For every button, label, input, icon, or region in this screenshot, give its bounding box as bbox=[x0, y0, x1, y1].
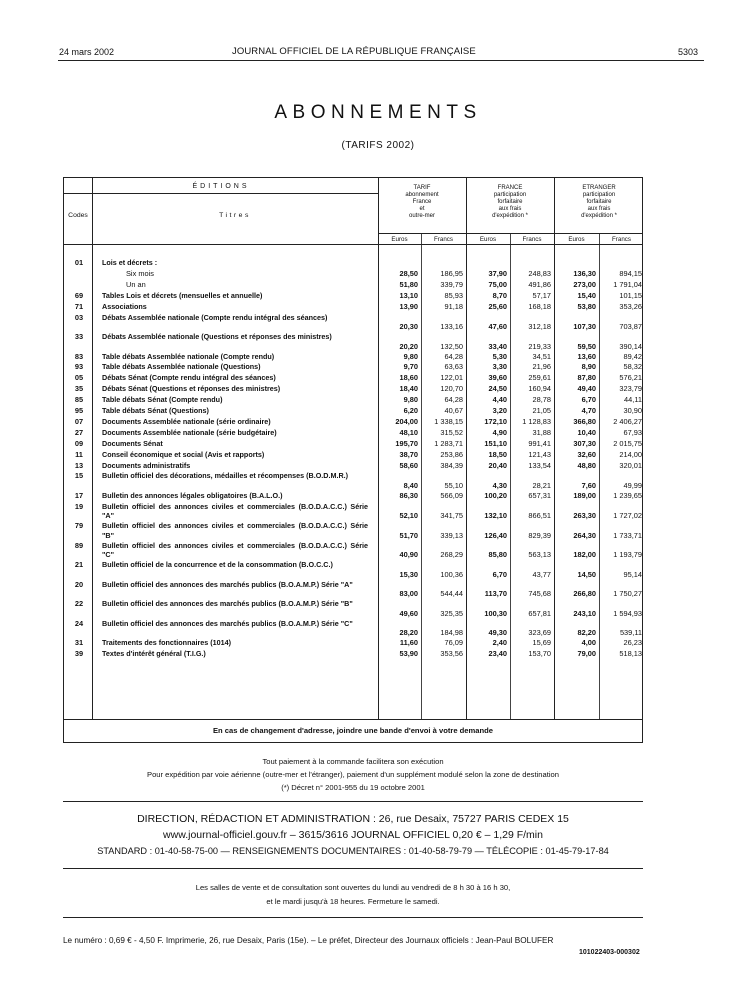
row-title: Six mois bbox=[126, 268, 154, 278]
unit-francs-etranger: Francs bbox=[612, 236, 631, 243]
row-value: 49,99 bbox=[623, 480, 642, 490]
row-value: 33,40 bbox=[488, 341, 507, 351]
row-value: 8,70 bbox=[492, 290, 507, 300]
table-row bbox=[64, 406, 642, 417]
row-value: 266,80 bbox=[573, 589, 596, 599]
page-date: 24 mars 2002 bbox=[59, 47, 115, 57]
row-value: 195,70 bbox=[395, 438, 418, 448]
row-value: 100,36 bbox=[440, 569, 463, 579]
unit-francs-tarif: Francs bbox=[434, 236, 453, 243]
row-code: 89 bbox=[74, 540, 84, 550]
row-value: 15,40 bbox=[577, 290, 596, 300]
row-value: 18,40 bbox=[399, 384, 418, 394]
row-value: 44,11 bbox=[624, 395, 642, 405]
row-value: 866,51 bbox=[528, 511, 551, 521]
row-title: Bulletin officiel des annonces civiles et commerciales (B.O.D.A.C.C.) Série "A" bbox=[102, 501, 368, 521]
row-value: 82,20 bbox=[577, 628, 596, 638]
row-code: 21 bbox=[74, 560, 84, 570]
page-title: ABONNEMENTS bbox=[274, 102, 482, 123]
row-value: 186,95 bbox=[440, 268, 463, 278]
table-row bbox=[64, 417, 642, 428]
row-value: 49,60 bbox=[399, 608, 418, 618]
row-value: 320,01 bbox=[619, 460, 642, 470]
row-code: 95 bbox=[74, 406, 84, 415]
row-value: 7,60 bbox=[581, 480, 596, 490]
row-value: 4,30 bbox=[492, 480, 507, 490]
row-value: 1 338,15 bbox=[434, 416, 463, 426]
row-value: 87,80 bbox=[577, 373, 596, 383]
row-title: Documents administratifs bbox=[102, 460, 191, 470]
footer-code: 101022403-000302 bbox=[579, 949, 640, 956]
row-value: 323,69 bbox=[528, 628, 551, 638]
row-value: 40,67 bbox=[444, 406, 463, 415]
row-value: 57,17 bbox=[532, 290, 551, 300]
row-value: 353,56 bbox=[440, 649, 463, 659]
row-title: Table débats Assemblée nationale (Questions) bbox=[102, 362, 261, 372]
row-title: Tables Lois et décrets (mensuelles et annuelle) bbox=[102, 290, 263, 300]
row-value: 133,54 bbox=[528, 460, 551, 470]
row-value: 263,30 bbox=[573, 511, 596, 521]
row-value: 5,30 bbox=[492, 351, 507, 361]
row-value: 58,60 bbox=[399, 460, 418, 470]
row-value: 2,40 bbox=[492, 638, 507, 648]
codes-header: Codes bbox=[68, 212, 88, 219]
row-code: 27 bbox=[74, 427, 84, 437]
row-value: 136,30 bbox=[573, 268, 596, 278]
row-value: 64,28 bbox=[444, 395, 463, 405]
row-value: 153,70 bbox=[528, 649, 551, 659]
row-value: 248,83 bbox=[528, 268, 551, 278]
row-value: 1 594,93 bbox=[613, 608, 642, 618]
row-value: 703,87 bbox=[619, 322, 642, 332]
row-code: 11 bbox=[75, 449, 83, 459]
row-value: 182,00 bbox=[573, 550, 596, 560]
row-value: 64,28 bbox=[444, 351, 463, 361]
row-value: 563,13 bbox=[528, 550, 551, 560]
row-value: 518,13 bbox=[619, 649, 642, 659]
row-value: 101,15 bbox=[619, 290, 642, 300]
row-value: 121,43 bbox=[528, 449, 551, 459]
row-value: 339,79 bbox=[440, 279, 463, 289]
row-title: Bulletin officiel des décorations, médailles et récompenses (B.O.D.M.R.) bbox=[102, 471, 349, 481]
row-value: 28,78 bbox=[532, 395, 551, 405]
row-value: 79,00 bbox=[577, 649, 596, 659]
table-row bbox=[64, 649, 642, 660]
row-value: 13,10 bbox=[399, 290, 418, 300]
unit-euros-etranger: Euros bbox=[568, 236, 585, 243]
journal-title: JOURNAL OFFICIEL DE LA RÉPUBLIQUE FRANÇAISE bbox=[232, 46, 476, 57]
row-code: 09 bbox=[74, 438, 84, 448]
row-value: 991,41 bbox=[528, 438, 551, 448]
table-row bbox=[64, 395, 642, 406]
table-row bbox=[64, 439, 642, 450]
table-row bbox=[64, 599, 642, 619]
row-value: 49,40 bbox=[577, 384, 596, 394]
table-row bbox=[64, 373, 642, 384]
row-value: 189,00 bbox=[573, 490, 596, 500]
row-code: 69 bbox=[74, 290, 84, 300]
header-rule bbox=[58, 60, 704, 61]
units-top-rule bbox=[378, 233, 642, 234]
row-value: 28,50 bbox=[399, 268, 418, 278]
row-value: 100,30 bbox=[484, 608, 507, 618]
row-value: 6,20 bbox=[403, 406, 418, 415]
row-value: 544,44 bbox=[440, 589, 463, 599]
table-row bbox=[64, 491, 642, 502]
row-value: 745,68 bbox=[528, 589, 551, 599]
table-row bbox=[64, 258, 642, 269]
table-row bbox=[64, 619, 642, 639]
row-value: 243,10 bbox=[573, 608, 596, 618]
table-row bbox=[64, 541, 642, 561]
row-value: 76,09 bbox=[444, 638, 463, 648]
decree-note: (*) Décret n° 2001-955 du 19 octobre 2001 bbox=[281, 783, 425, 792]
row-value: 63,63 bbox=[444, 362, 463, 372]
row-value: 6,70 bbox=[492, 569, 507, 579]
table-row bbox=[64, 291, 642, 302]
row-value: 53,80 bbox=[577, 301, 596, 311]
row-value: 4,90 bbox=[492, 427, 507, 437]
tariff-table bbox=[63, 177, 643, 720]
row-value: 51,70 bbox=[399, 530, 418, 540]
row-value: 132,10 bbox=[484, 511, 507, 521]
row-value: 894,15 bbox=[619, 268, 642, 278]
row-code: 05 bbox=[74, 373, 84, 383]
row-value: 48,10 bbox=[399, 427, 418, 437]
row-value: 47,60 bbox=[488, 322, 507, 332]
row-value: 28,20 bbox=[399, 628, 418, 638]
row-value: 341,75 bbox=[440, 511, 463, 521]
row-value: 1 733,71 bbox=[613, 530, 642, 540]
row-value: 95,14 bbox=[623, 569, 642, 579]
row-value: 126,40 bbox=[484, 530, 507, 540]
table-row bbox=[64, 461, 642, 472]
row-code: 17 bbox=[74, 490, 84, 500]
row-title: Documents Assemblée nationale (série budgétaire) bbox=[102, 427, 277, 437]
row-code: 15 bbox=[74, 471, 84, 481]
website-line: www.journal-officiel.gouv.fr – 3615/3616 JOURNAL OFFICIEL 0,20 € – 1,29 F/min bbox=[163, 829, 543, 841]
row-title: Bulletin officiel des annonces des marchés publics (B.O.A.M.P.) Série "B" bbox=[102, 599, 353, 609]
address-note: En cas de changement d'adresse, joindre une bande d'envoi à votre demande bbox=[212, 726, 494, 735]
row-value: 58,32 bbox=[623, 362, 642, 372]
row-title: Bulletin officiel des annonces civiles et commerciales (B.O.D.A.C.C.) Série "B" bbox=[102, 521, 368, 540]
row-code: 01 bbox=[74, 258, 84, 267]
row-value: 204,00 bbox=[395, 416, 418, 426]
salles-hours-1: Les salles de vente et de consultation sont ouvertes du lundi au vendredi de 8 h 30 à 16 h 30, bbox=[195, 883, 511, 892]
row-value: 268,29 bbox=[440, 550, 463, 560]
row-title: Table débats Sénat (Compte rendu) bbox=[102, 395, 223, 405]
row-value: 32,60 bbox=[577, 449, 596, 459]
row-value: 1 128,83 bbox=[522, 416, 551, 426]
phone-line: STANDARD : 01-40-58-75-00 — RENSEIGNEMENTS DOCUMENTAIRES : 01-40-58-79-79 — TÉLÉCOPIE : 01-45-79-17-84 bbox=[97, 846, 609, 856]
row-value: 59,50 bbox=[577, 341, 596, 351]
row-value: 89,42 bbox=[623, 351, 642, 361]
etranger-header: ETRANGER participation forfaitaire aux frais d'expédition * bbox=[581, 185, 617, 219]
row-value: 566,09 bbox=[440, 490, 463, 500]
table-row bbox=[64, 352, 642, 363]
row-value: 4,40 bbox=[492, 395, 507, 405]
salles-hours-2: et le mardi jusqu'à 18 heures. Fermeture le samedi. bbox=[266, 897, 440, 906]
row-title: Conseil économique et social (Avis et rapports) bbox=[102, 449, 265, 459]
row-title: Lois et décrets : bbox=[102, 258, 158, 267]
table-row bbox=[64, 269, 642, 280]
row-value: 1 791,04 bbox=[613, 279, 642, 289]
footer-imprint: Le numéro : 0,69 € - 4,50 F. Imprimerie, 26, rue Desaix, Paris (15e). – Le préfet, Directeur des Journaux officiels : Jean-Paul BOLUFER bbox=[63, 936, 554, 945]
row-value: 3,20 bbox=[492, 406, 507, 415]
row-value: 657,81 bbox=[528, 608, 551, 618]
row-value: 86,30 bbox=[399, 490, 418, 500]
row-title: Bulletin officiel de la concurrence et de la consommation (B.O.C.C.) bbox=[102, 560, 333, 570]
row-title: Bulletin des annonces légales obligatoires (B.A.L.O.) bbox=[102, 490, 283, 500]
unit-euros-france: Euros bbox=[479, 236, 497, 243]
row-value: 6,70 bbox=[581, 395, 596, 405]
row-value: 28,21 bbox=[532, 480, 551, 490]
unit-euros-tarif: Euros bbox=[391, 236, 408, 243]
row-value: 1 283,71 bbox=[434, 438, 463, 448]
row-code: 39 bbox=[74, 649, 84, 659]
row-value: 366,80 bbox=[573, 416, 596, 426]
row-value: 384,39 bbox=[440, 460, 463, 470]
row-code: 33 bbox=[74, 332, 84, 341]
row-value: 20,40 bbox=[488, 460, 507, 470]
direction-address: DIRECTION, RÉDACTION ET ADMINISTRATION : 26, rue Desaix, 75727 PARIS CEDEX 15 bbox=[137, 813, 569, 825]
row-value: 20,20 bbox=[399, 341, 418, 351]
row-value: 353,26 bbox=[619, 301, 642, 311]
table-row bbox=[64, 302, 642, 313]
row-value: 14,50 bbox=[577, 569, 596, 579]
row-code: 31 bbox=[74, 638, 84, 648]
tarif-header: TARIF abonnement France et outre-mer bbox=[405, 185, 439, 219]
row-code: 24 bbox=[74, 618, 84, 628]
row-value: 51,80 bbox=[399, 279, 418, 289]
row-value: 107,30 bbox=[573, 322, 596, 332]
row-title: Table débats Sénat (Questions) bbox=[102, 406, 209, 415]
row-value: 18,60 bbox=[399, 373, 418, 383]
row-value: 75,00 bbox=[488, 279, 507, 289]
row-code: 20 bbox=[74, 579, 84, 589]
row-title: Un an bbox=[126, 279, 146, 289]
row-code: 79 bbox=[74, 521, 84, 531]
row-title: Bulletin officiel des annonces des marchés publics (B.O.A.M.P.) Série "C" bbox=[102, 618, 353, 628]
row-value: 312,18 bbox=[528, 322, 551, 332]
row-value: 2 406,27 bbox=[613, 416, 642, 426]
row-value: 67,93 bbox=[623, 427, 642, 437]
row-code: 13 bbox=[74, 460, 84, 470]
row-value: 8,90 bbox=[581, 362, 596, 372]
row-title: Débats Assemblée nationale (Compte rendu intégral des séances) bbox=[102, 312, 328, 322]
row-value: 20,30 bbox=[399, 322, 418, 332]
row-title: Associations bbox=[102, 301, 147, 311]
unit-francs-france: Francs bbox=[522, 236, 542, 243]
row-value: 55,10 bbox=[444, 480, 463, 490]
row-value: 539,11 bbox=[619, 628, 642, 638]
table-row bbox=[64, 362, 642, 373]
row-value: 160,94 bbox=[528, 384, 551, 394]
row-value: 31,88 bbox=[532, 427, 551, 437]
shipping-note: Pour expédition par voie aérienne (outre-mer et l'étranger), paiement d'un supplément modulé selon la zone de destination bbox=[147, 770, 559, 779]
row-title: Débats Sénat (Questions et réponses des ministres) bbox=[102, 384, 281, 394]
row-value: 85,80 bbox=[488, 550, 507, 560]
row-value: 43,77 bbox=[532, 569, 551, 579]
row-value: 1 750,27 bbox=[613, 589, 642, 599]
row-value: 18,50 bbox=[488, 449, 507, 459]
row-value: 168,18 bbox=[528, 301, 551, 311]
row-value: 21,05 bbox=[532, 406, 551, 415]
editions-rule bbox=[64, 193, 378, 194]
row-value: 253,86 bbox=[440, 449, 463, 459]
row-value: 491,86 bbox=[528, 279, 551, 289]
row-value: 273,00 bbox=[573, 279, 596, 289]
row-code: 35 bbox=[74, 384, 84, 394]
row-code: 85 bbox=[74, 395, 84, 405]
row-code: 07 bbox=[74, 416, 84, 426]
row-value: 657,31 bbox=[528, 490, 551, 500]
row-title: Bulletin officiel des annonces civiles et commerciales (B.O.D.A.C.C.) Série "C" bbox=[102, 540, 368, 560]
row-value: 26,23 bbox=[623, 638, 642, 648]
row-value: 34,51 bbox=[532, 351, 551, 361]
table-row bbox=[64, 332, 642, 352]
page-subtitle: (TARIFS 2002) bbox=[341, 140, 415, 151]
row-value: 184,98 bbox=[440, 628, 463, 638]
row-value: 48,80 bbox=[577, 460, 596, 470]
row-value: 25,60 bbox=[488, 301, 507, 311]
row-title: Débats Sénat (Compte rendu intégral des séances) bbox=[102, 373, 276, 383]
row-value: 21,96 bbox=[532, 362, 551, 372]
row-value: 13,60 bbox=[577, 351, 596, 361]
row-value: 91,18 bbox=[444, 301, 463, 311]
table-row bbox=[64, 502, 642, 522]
row-value: 829,39 bbox=[528, 530, 551, 540]
row-code: 93 bbox=[74, 362, 84, 372]
row-value: 259,61 bbox=[528, 373, 551, 383]
table-row bbox=[64, 384, 642, 395]
rule-3 bbox=[63, 917, 643, 918]
row-value: 4,00 bbox=[581, 638, 596, 648]
row-value: 37,90 bbox=[488, 268, 507, 278]
row-title: Table débats Assemblée nationale (Compte rendu) bbox=[102, 351, 275, 361]
row-value: 132,50 bbox=[440, 341, 463, 351]
row-value: 133,16 bbox=[440, 322, 463, 332]
row-value: 2 015,75 bbox=[613, 438, 642, 448]
titres-header: Titres bbox=[219, 212, 251, 219]
row-value: 9,70 bbox=[403, 362, 418, 372]
row-title: Documents Sénat bbox=[102, 438, 163, 448]
row-value: 219,33 bbox=[528, 341, 551, 351]
row-code: 22 bbox=[74, 599, 84, 609]
table-row bbox=[64, 280, 642, 291]
row-value: 24,50 bbox=[488, 384, 507, 394]
row-value: 122,01 bbox=[440, 373, 463, 383]
row-title: Débats Assemblée nationale (Questions et réponses des ministres) bbox=[102, 332, 332, 341]
row-value: 13,90 bbox=[399, 301, 418, 311]
row-value: 4,70 bbox=[581, 406, 596, 415]
table-row bbox=[64, 521, 642, 541]
table-row bbox=[64, 428, 642, 439]
row-value: 315,52 bbox=[440, 427, 463, 437]
row-value: 151,10 bbox=[484, 438, 507, 448]
row-value: 325,35 bbox=[440, 608, 463, 618]
row-value: 15,69 bbox=[532, 638, 551, 648]
row-value: 307,30 bbox=[573, 438, 596, 448]
row-code: 03 bbox=[74, 312, 84, 322]
rule-2 bbox=[63, 868, 643, 869]
header-bottom-rule bbox=[64, 244, 642, 245]
row-value: 1 193,79 bbox=[613, 550, 642, 560]
table-row bbox=[64, 471, 642, 491]
table-row bbox=[64, 313, 642, 333]
payment-note: Tout paiement à la commande facilitera son exécution bbox=[262, 757, 444, 766]
row-code: 19 bbox=[74, 501, 84, 511]
row-value: 85,93 bbox=[444, 290, 463, 300]
row-value: 39,60 bbox=[488, 373, 507, 383]
row-value: 40,90 bbox=[399, 550, 418, 560]
row-value: 9,80 bbox=[403, 395, 418, 405]
table-row bbox=[64, 450, 642, 461]
france-header: FRANCE participation forfaitaire aux frais d'expédition * bbox=[492, 185, 528, 219]
page-number: 5303 bbox=[678, 47, 699, 57]
row-value: 264,30 bbox=[573, 530, 596, 540]
table-row bbox=[64, 580, 642, 600]
row-value: 3,30 bbox=[492, 362, 507, 372]
row-value: 113,70 bbox=[484, 589, 507, 599]
row-code: 83 bbox=[74, 351, 84, 361]
row-value: 38,70 bbox=[399, 449, 418, 459]
row-value: 1 239,65 bbox=[613, 490, 642, 500]
row-value: 49,30 bbox=[488, 628, 507, 638]
row-value: 339,13 bbox=[440, 530, 463, 540]
editions-header: ÉDITIONS bbox=[192, 183, 250, 190]
row-value: 390,14 bbox=[619, 341, 642, 351]
row-title: Textes d'intérêt général (T.I.G.) bbox=[102, 649, 206, 659]
row-value: 23,40 bbox=[488, 649, 507, 659]
row-value: 10,40 bbox=[577, 427, 596, 437]
row-code: 71 bbox=[74, 301, 84, 311]
row-value: 83,00 bbox=[399, 589, 418, 599]
row-value: 53,90 bbox=[399, 649, 418, 659]
row-value: 576,21 bbox=[619, 373, 642, 383]
row-value: 15,30 bbox=[399, 569, 418, 579]
row-value: 120,70 bbox=[440, 384, 463, 394]
row-value: 172,10 bbox=[484, 416, 507, 426]
table-row bbox=[64, 560, 642, 580]
row-value: 52,10 bbox=[399, 511, 418, 521]
row-value: 30,90 bbox=[623, 406, 642, 415]
row-value: 1 727,02 bbox=[613, 511, 642, 521]
row-value: 8,40 bbox=[403, 480, 418, 490]
row-title: Bulletin officiel des annonces des marchés publics (B.O.A.M.P.) Série "A" bbox=[102, 579, 353, 589]
row-title: Traitements des fonctionnaires (1014) bbox=[102, 638, 232, 648]
row-value: 9,80 bbox=[403, 351, 418, 361]
row-value: 323,79 bbox=[619, 384, 642, 394]
row-value: 100,20 bbox=[484, 490, 507, 500]
row-value: 11,60 bbox=[399, 638, 418, 648]
row-title: Documents Assemblée nationale (série ordinaire) bbox=[102, 416, 271, 426]
table-row bbox=[64, 638, 642, 649]
rule-1 bbox=[63, 801, 643, 802]
row-value: 214,00 bbox=[619, 449, 642, 459]
